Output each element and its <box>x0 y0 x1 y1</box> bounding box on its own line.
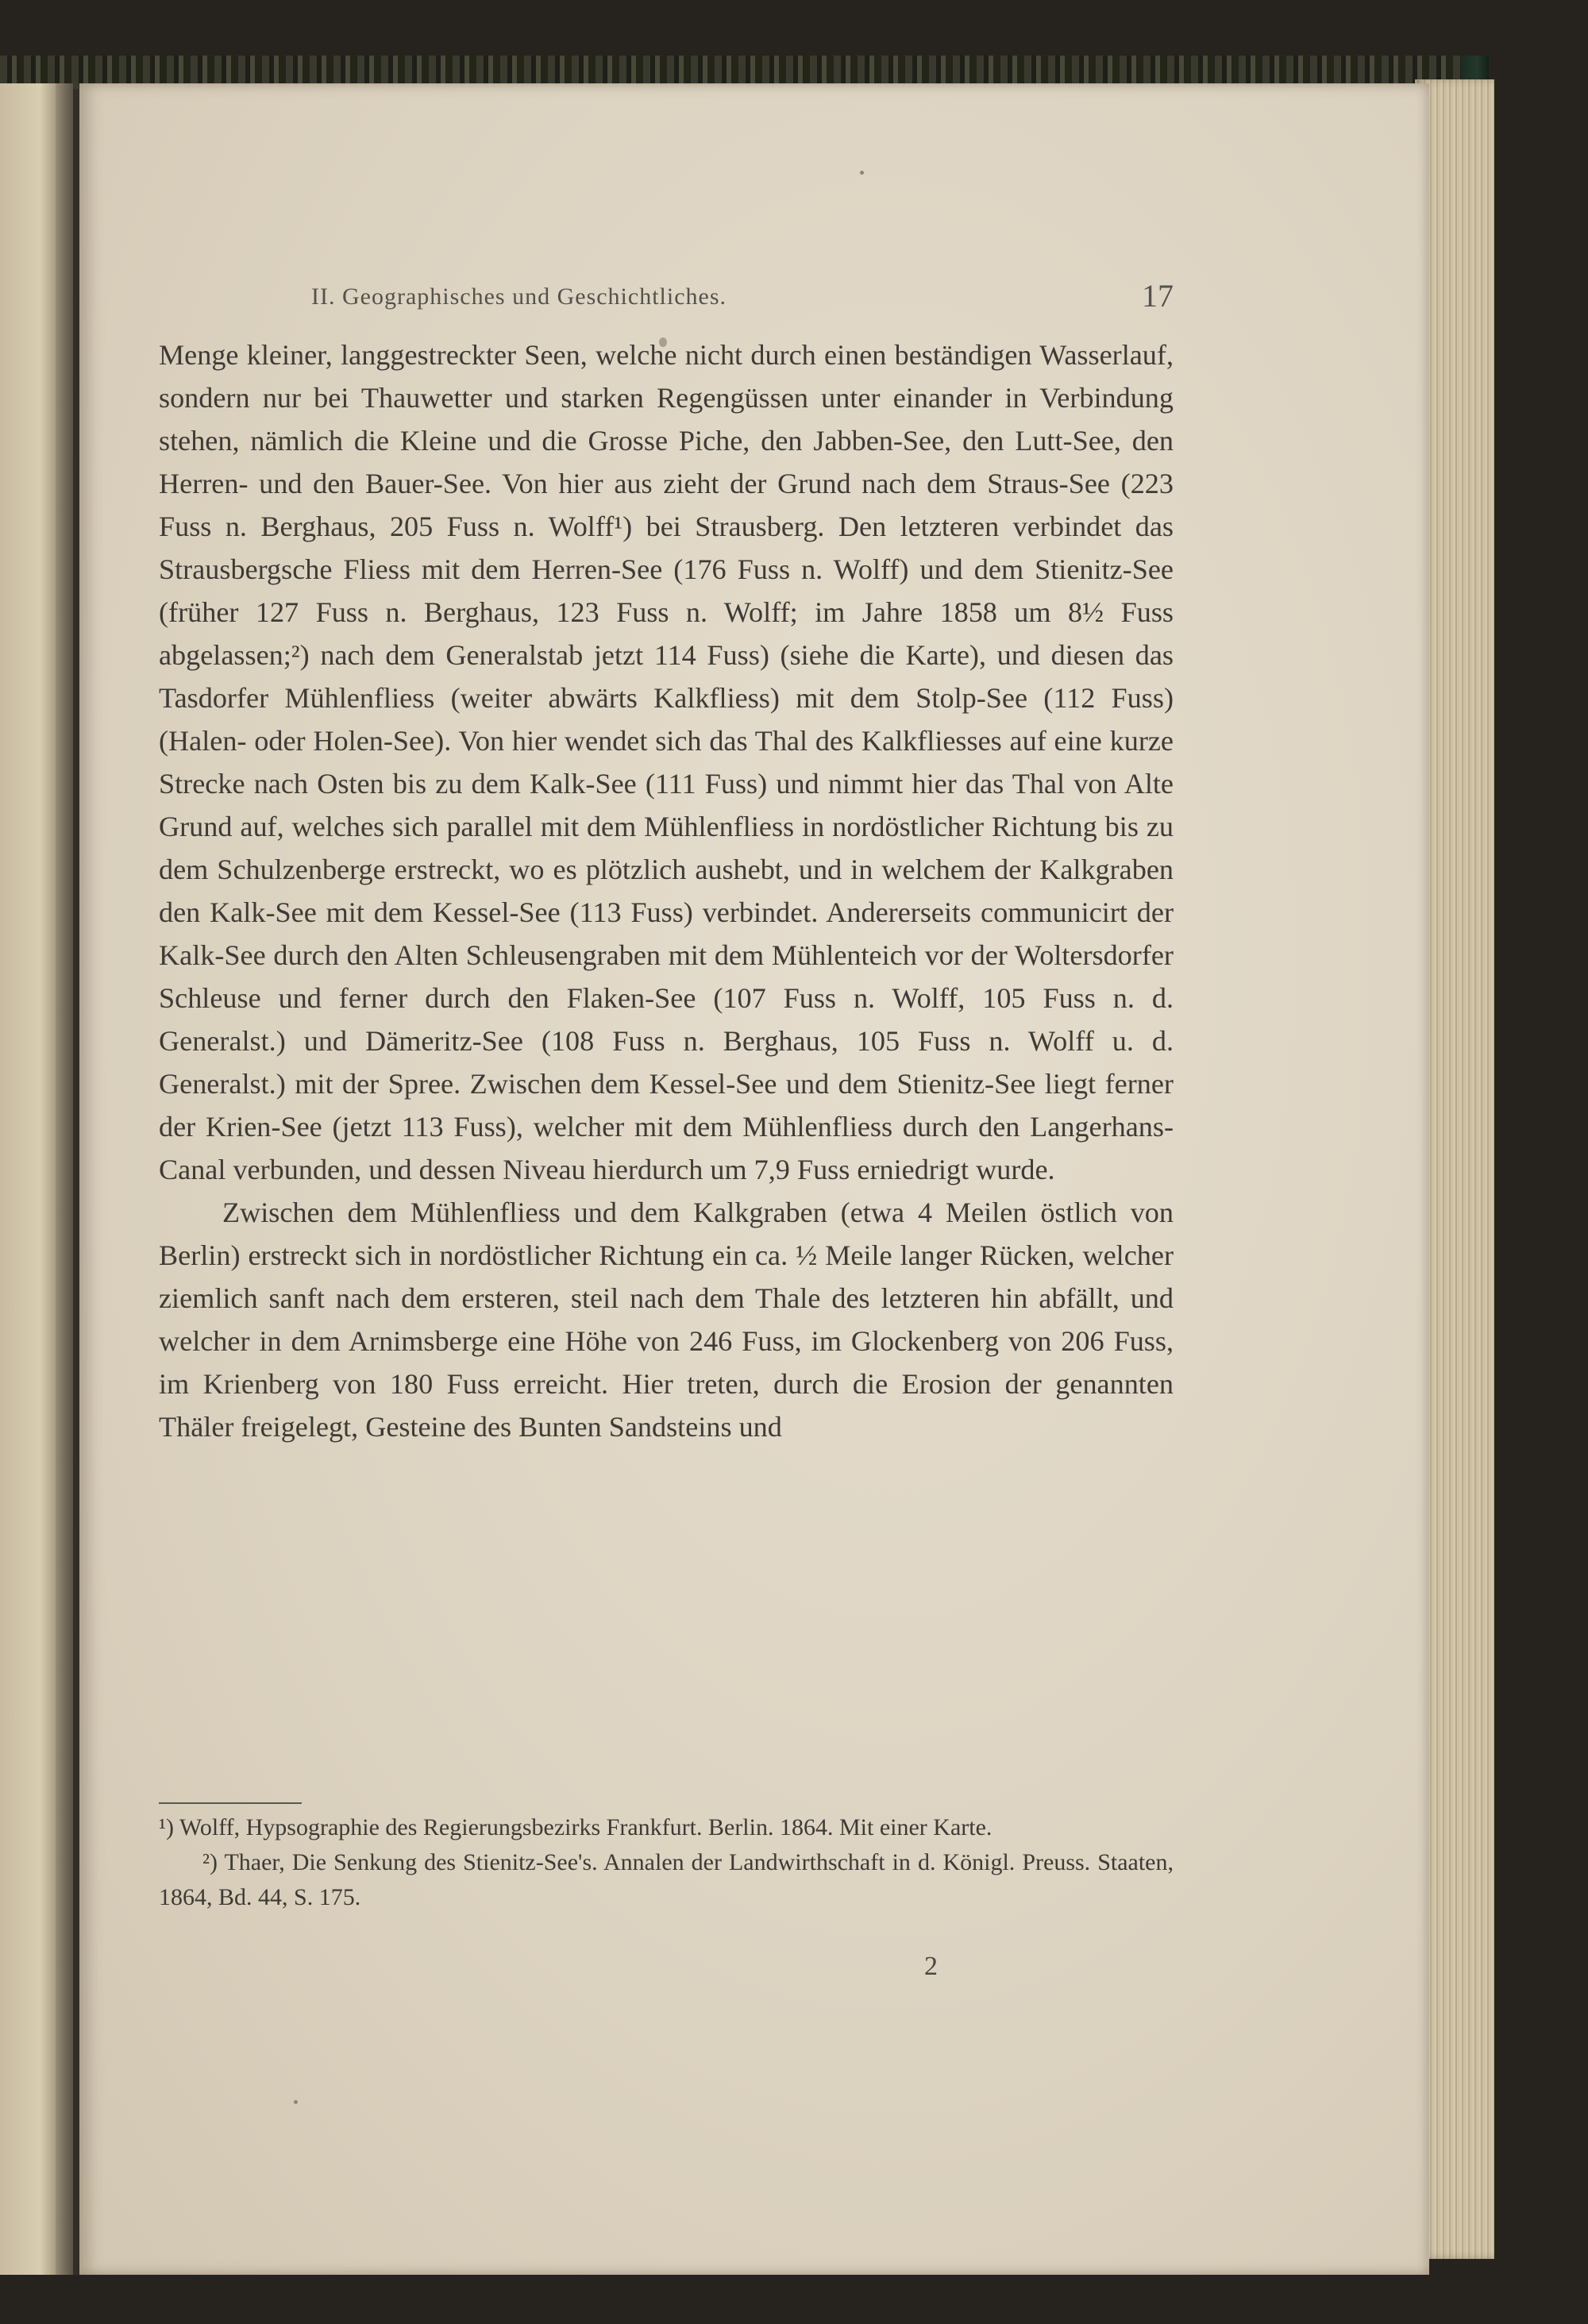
running-head: II. Geographisches und Geschichtliches. <box>311 283 727 310</box>
paragraph: Menge kleiner, langgestreckter Seen, welche nicht durch einen beständigen Wasserlauf, sondern nur bei Thauwetter und starken Regengüssen unter einander in Verbindung stehen, nämlich die Kleine und die Grosse Piche, den Jabben-See, den Lutt-See, den Herren- und den Bauer-See. Von hier aus zieht der Grund nach dem Straus-See (223 Fuss n. Berghaus, 205 Fuss n. Wolff¹) bei Strausberg. Den letzteren verbindet das Strausbergsche Fliess mit dem Herren-See (176 Fuss n. Wolff) und dem Stienitz-See (früher 127 Fuss n. Berghaus, 123 Fuss n. Wolff; im Jahre 1858 um 8½ Fuss abgelassen;²) nach dem Generalstab jetzt 114 Fuss) (siehe die Karte), und diesen das Tasdorfer Mühlenfliess (weiter abwärts Kalkfliess) mit dem Stolp-See (112 Fuss) (Halen- oder Holen-See). Von hier wendet sich das Thal des Kalkfliesses auf eine kurze Strecke nach Osten bis zu dem Kalk-See (111 Fuss) und nimmt hier das Thal von Alte Grund auf, welches sich parallel mit dem Mühlenfliess in nordöstlicher Richtung bis zu dem Schulzenberge erstreckt, wo es plötzlich aushebt, und in welchem der Kalkgraben den Kalk-See mit dem Kessel-See (113 Fuss) verbindet. Andererseits communicirt der Kalk-See durch den Alten Schleusengraben mit dem Mühlenteich vor der Woltersdorfer Schleuse und ferner durch den Flaken-See (107 Fuss n. Wolff, 105 Fuss n. d. Generalst.) und Dämeritz-See (108 Fuss n. Berghaus, 105 Fuss n. Wolff u. d. Generalst.) mit der Spree. Zwischen dem Kessel-See und dem Stienitz-See liegt ferner der Krien-See (jetzt 113 Fuss), welcher mit dem Mühlenfliess durch den Langerhans-Canal verbunden, und dessen Niveau hierdurch um 7,9 Fuss erniedrigt wurde. <box>159 339 1174 1185</box>
footnote-2: ²) Thaer, Die Senkung des Stienitz-See's. Annalen der Landwirthschaft in d. Königl. Preuss. Staaten, 1864, Bd. 44, S. 175. <box>159 1849 1174 1910</box>
page-header <box>159 274 1174 322</box>
paper-speck <box>860 171 864 175</box>
footnote-1: ¹) Wolff, Hypsographie des Regierungsbezirks Frankfurt. Berlin. 1864. Mit einer Karte. <box>159 1814 992 1840</box>
body-text <box>159 333 1174 1448</box>
gutter-shadow <box>56 83 83 2275</box>
page-number: 17 <box>1142 278 1174 314</box>
footnotes <box>159 1810 1174 1915</box>
paragraph: Zwischen dem Mühlenfliess und dem Kalkgraben (etwa 4 Meilen östlich von Berlin) erstreckt sich in nordöstlicher Richtung ein ca. ½ Meile langer Rücken, welcher ziemlich sanft nach dem ersteren, steil nach dem Thale des letzteren hin abfällt, und welcher in dem Arnimsberge eine Höhe von 246 Fuss, im Glockenberg von 206 Fuss, im Krienberg von 180 Fuss erreicht. Hier treten, durch die Erosion der genannten Thäler freigelegt, Gesteine des Bunten Sandsteins und <box>159 1197 1174 1443</box>
printer-signature-mark: 2 <box>924 1952 938 1981</box>
paper-speck <box>294 2100 298 2104</box>
footnote-rule <box>159 1802 302 1804</box>
